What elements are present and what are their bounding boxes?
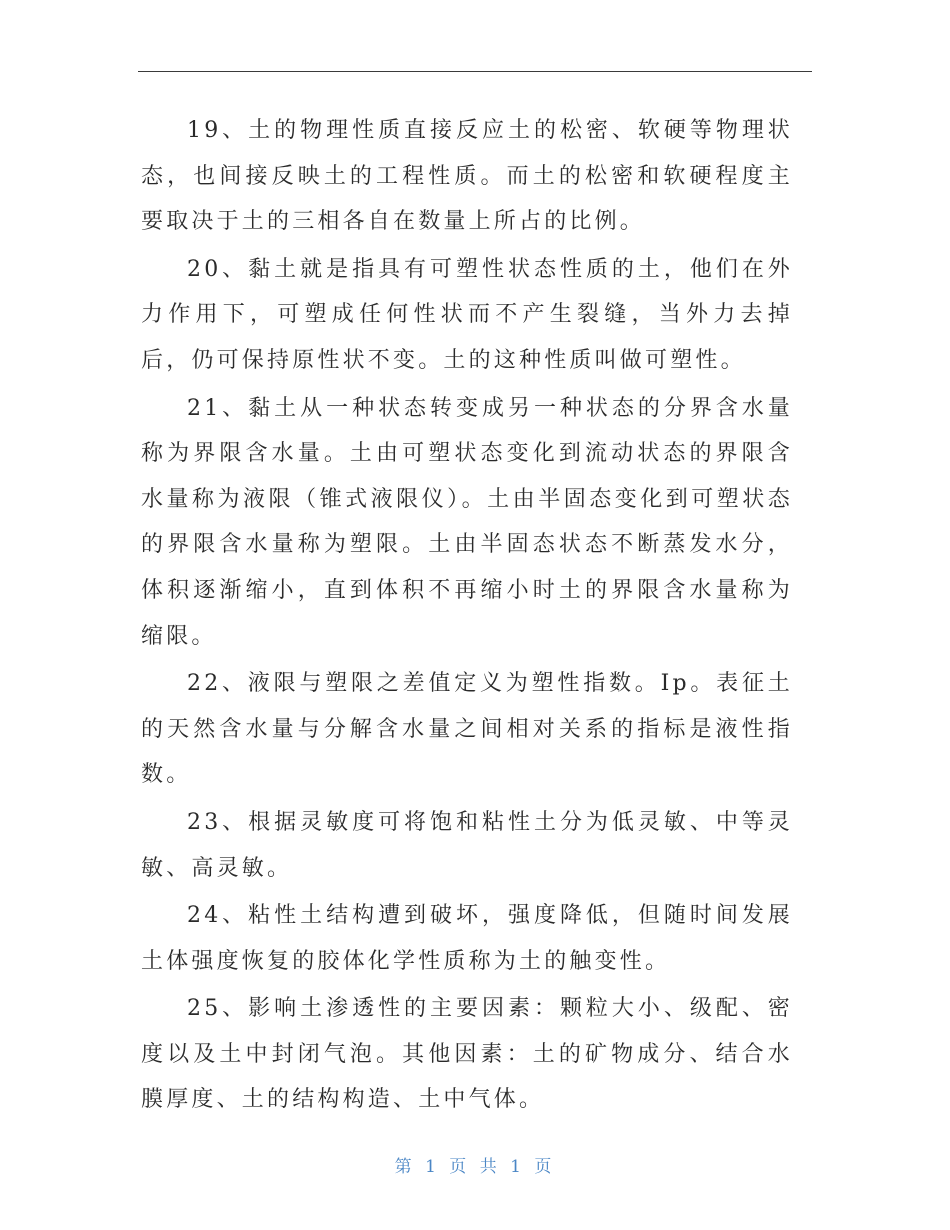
paragraph-22: 22、液限与塑限之差值定义为塑性指数。Ip。表征土的天然含水量与分解含水量之间相对关系的指标是液性指数。 [141,671,793,788]
paragraph-19: 19、土的物理性质直接反应土的松密、软硬等物理状态，也间接反映土的工程性质。而土的松密和软硬程度主要取决于土的三相各自在数量上所占的比例。 [141,118,793,235]
paragraph-20: 20、黏土就是指具有可塑性状态性质的土，他们在外力作用下，可塑成任何性状而不产生裂缝，当外力去掉后，仍可保持原性状不变。土的这种性质叫做可塑性。 [141,256,793,373]
paragraph-24: 24、粘性土结构遭到破坏，强度降低，但随时间发展土体强度恢复的胶体化学性质称为土的触变性。 [141,903,793,974]
page-number-footer: 第 1 页 共 1 页 [394,1157,556,1177]
paragraph-21: 21、黏土从一种状态转变成另一种状态的分界含水量称为界限含水量。土由可塑状态变化到流动状态的界限含水量称为液限（锥式液限仪）。土由半固态变化到可塑状态的界限含水量称为塑限。土由半固态状态不断蒸发水分，体积逐渐缩小，直到体积不再缩小时土的界限含水量称为缩限。 [141,395,793,649]
paragraph-23: 23、根据灵敏度可将饱和粘性土分为低灵敏、中等灵敏、高灵敏。 [141,809,793,881]
paragraph-25: 25、影响土渗透性的主要因素：颗粒大小、级配、密度以及土中封闭气泡。其他因素：土的矿物成分、结合水膜厚度、土的结构构造、土中气体。 [141,996,793,1113]
document-body [141,108,793,1125]
header-rule [138,71,812,72]
